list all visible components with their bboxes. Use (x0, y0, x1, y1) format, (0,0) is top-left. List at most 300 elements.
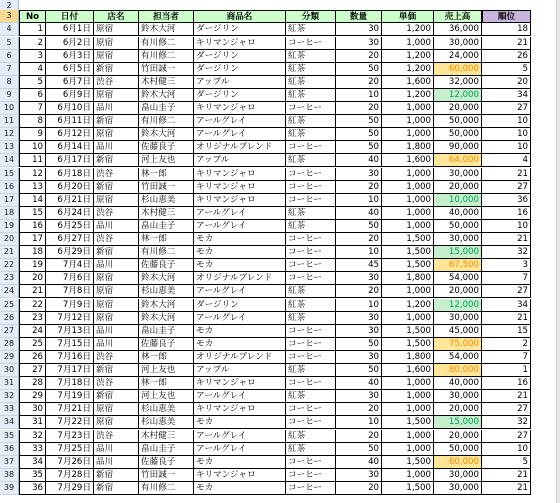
cell-category[interactable]: 紅茶 (286, 50, 336, 63)
cell-no[interactable]: 11 (19, 154, 46, 167)
cell-sales[interactable]: 15,000 (434, 246, 482, 259)
cell-no[interactable]: 5 (19, 76, 46, 89)
header-category[interactable]: 分類 (286, 10, 336, 23)
cell-product[interactable]: ダージリン (194, 23, 286, 36)
cell-rank[interactable]: 10 (482, 141, 531, 154)
cell-price[interactable]: 1,500 (382, 325, 434, 338)
cell-no[interactable]: 23 (19, 312, 46, 325)
cell-rank[interactable]: 21 (482, 312, 531, 325)
cell-product[interactable]: アールグレイ (194, 285, 286, 298)
cell-qty[interactable]: 10 (336, 89, 382, 102)
cell-price[interactable]: 1,500 (382, 456, 434, 469)
row-number[interactable]: 39 (0, 482, 19, 495)
cell-shop[interactable]: 原宿 (94, 23, 139, 36)
cell-product[interactable]: アールグレイ (194, 390, 286, 403)
cell-rank[interactable]: 10 (482, 220, 531, 233)
cell-category[interactable]: コーヒー (286, 325, 336, 338)
cell-price[interactable]: 1,000 (382, 181, 434, 194)
cell-shop[interactable]: 新宿 (94, 246, 139, 259)
row-number[interactable]: 20 (0, 233, 19, 246)
cell-sales[interactable]: 15,000 (434, 416, 482, 429)
cell-category[interactable]: 紅茶 (286, 128, 336, 141)
cell-shop[interactable]: 原宿 (94, 272, 139, 285)
row-number[interactable]: 23 (0, 272, 19, 285)
cell-no[interactable]: 17 (19, 233, 46, 246)
cell-category[interactable]: コーヒー (286, 469, 336, 482)
cell-sales[interactable]: 80,000 (434, 364, 482, 377)
cell-shop[interactable]: 原宿 (94, 89, 139, 102)
cell-qty[interactable]: 20 (336, 76, 382, 89)
cell-price[interactable]: 1,000 (382, 390, 434, 403)
cell-product[interactable]: キリマンジャロ (194, 102, 286, 115)
cell-qty[interactable]: 30 (336, 168, 382, 181)
header-sales[interactable]: 売上高 (434, 10, 482, 23)
cell-staff[interactable]: 鈴木大河 (139, 128, 194, 141)
cell-no[interactable]: 15 (19, 207, 46, 220)
cell-staff[interactable]: 佐藤良子 (139, 456, 194, 469)
cell-no[interactable]: 6 (19, 89, 46, 102)
cell-sales[interactable]: 30,000 (434, 312, 482, 325)
cell-product[interactable]: モカ (194, 416, 286, 429)
cell-sales[interactable]: 20,000 (434, 430, 482, 443)
row-number[interactable]: 29 (0, 351, 19, 364)
cell-category[interactable]: コーヒー (286, 259, 336, 272)
cell-product[interactable]: モカ (194, 246, 286, 259)
cell-price[interactable]: 1,000 (382, 403, 434, 416)
cell-date[interactable]: 7月26日 (46, 456, 94, 469)
cell-shop[interactable]: 渋谷 (94, 377, 139, 390)
row-number[interactable]: 26 (0, 312, 19, 325)
cell-qty[interactable]: 10 (336, 194, 382, 207)
cell-staff[interactable]: 鈴木大河 (139, 312, 194, 325)
cell-staff[interactable]: 杉山恵美 (139, 403, 194, 416)
cell-product[interactable]: オリジナルブレンド (194, 351, 286, 364)
cell-staff[interactable]: 鈴木大河 (139, 23, 194, 36)
row-number[interactable]: 2 (0, 0, 19, 13)
row-number[interactable]: 34 (0, 416, 19, 429)
cell-qty[interactable]: 30 (336, 23, 382, 36)
cell-staff[interactable]: 杉山恵美 (139, 194, 194, 207)
cell-qty[interactable]: 50 (336, 220, 382, 233)
cell-no[interactable]: 27 (19, 364, 46, 377)
cell-rank[interactable]: 27 (482, 403, 531, 416)
row-number[interactable]: 11 (0, 115, 19, 128)
cell-price[interactable]: 1,000 (382, 194, 434, 207)
cell-date[interactable]: 7月9日 (46, 299, 94, 312)
cell-qty[interactable]: 10 (336, 246, 382, 259)
cell-price[interactable]: 1,800 (382, 272, 434, 285)
cell-category[interactable]: 紅茶 (286, 89, 336, 102)
cell-staff[interactable]: 木村健三 (139, 207, 194, 220)
cell-category[interactable]: 紅茶 (286, 63, 336, 76)
row-number[interactable]: 18 (0, 207, 19, 220)
cell-shop[interactable]: 新宿 (94, 364, 139, 377)
cell-date[interactable]: 7月15日 (46, 338, 94, 351)
cell-no[interactable]: 8 (19, 115, 46, 128)
cell-no[interactable]: 4 (19, 63, 46, 76)
cell-qty[interactable]: 30 (336, 325, 382, 338)
cell-shop[interactable]: 原宿 (94, 37, 139, 50)
cell-date[interactable]: 6月20日 (46, 181, 94, 194)
cell-qty[interactable]: 30 (336, 351, 382, 364)
cell-date[interactable]: 6月7日 (46, 76, 94, 89)
cell-price[interactable]: 1,500 (382, 338, 434, 351)
cell-category[interactable]: コーヒー (286, 351, 336, 364)
cell-date[interactable]: 6月11日 (46, 115, 94, 128)
cell-shop[interactable]: 原宿 (94, 50, 139, 63)
cell-qty[interactable]: 30 (336, 37, 382, 50)
header-staff[interactable]: 担当者 (139, 10, 194, 23)
cell-rank[interactable]: 26 (482, 50, 531, 63)
cell-sales[interactable]: 36,000 (434, 23, 482, 36)
cell-product[interactable]: キリマンジャロ (194, 469, 286, 482)
cell-staff[interactable]: 杉山恵美 (139, 285, 194, 298)
cell-shop[interactable]: 渋谷 (94, 207, 139, 220)
cell-price[interactable]: 1,000 (382, 377, 434, 390)
cell-rank[interactable]: 10 (482, 128, 531, 141)
cell-no[interactable]: 21 (19, 285, 46, 298)
row-number[interactable]: 17 (0, 194, 19, 207)
cell-rank[interactable]: 18 (482, 23, 531, 36)
cell-staff[interactable]: 畠山圭子 (139, 443, 194, 456)
cell-rank[interactable]: 16 (482, 207, 531, 220)
cell-staff[interactable]: 林一郎 (139, 377, 194, 390)
cell-qty[interactable]: 50 (336, 364, 382, 377)
cell-price[interactable]: 1,200 (382, 50, 434, 63)
cell-no[interactable]: 14 (19, 194, 46, 207)
cell-no[interactable]: 22 (19, 299, 46, 312)
cell-rank[interactable]: 34 (482, 89, 531, 102)
cell-date[interactable]: 7月19日 (46, 390, 94, 403)
row-number[interactable]: 7 (0, 63, 19, 76)
cell-shop[interactable]: 品川 (94, 102, 139, 115)
cell-category[interactable]: 紅茶 (286, 443, 336, 456)
cell-sales[interactable]: 67,500 (434, 259, 482, 272)
cell-sales[interactable]: 20,000 (434, 102, 482, 115)
cell-no[interactable]: 29 (19, 390, 46, 403)
cell-product[interactable]: モカ (194, 482, 286, 495)
cell-staff[interactable]: 佐藤良子 (139, 259, 194, 272)
cell-shop[interactable]: 渋谷 (94, 430, 139, 443)
cell-date[interactable]: 7月21日 (46, 403, 94, 416)
cell-rank[interactable]: 21 (482, 168, 531, 181)
cell-product[interactable]: アールグレイ (194, 115, 286, 128)
cell-rank[interactable]: 27 (482, 181, 531, 194)
cell-category[interactable]: 紅茶 (286, 364, 336, 377)
cell-price[interactable]: 1,000 (382, 430, 434, 443)
cell-category[interactable]: 紅茶 (286, 154, 336, 167)
cell-rank[interactable]: 10 (482, 443, 531, 456)
cell-price[interactable]: 1,200 (382, 23, 434, 36)
cell-product[interactable]: オリジナルブレンド (194, 272, 286, 285)
cell-staff[interactable]: 竹田誠一 (139, 469, 194, 482)
cell-staff[interactable]: 林一郎 (139, 168, 194, 181)
cell-sales[interactable]: 50,000 (434, 220, 482, 233)
cell-sales[interactable]: 12,000 (434, 89, 482, 102)
cell-no[interactable]: 9 (19, 128, 46, 141)
cell-qty[interactable]: 30 (336, 272, 382, 285)
cell-price[interactable]: 1,800 (382, 351, 434, 364)
cell-no[interactable]: 20 (19, 272, 46, 285)
cell-staff[interactable]: 林一郎 (139, 233, 194, 246)
cell-sales[interactable]: 50,000 (434, 443, 482, 456)
cell-no[interactable]: 30 (19, 403, 46, 416)
cell-qty[interactable]: 50 (336, 141, 382, 154)
cell-staff[interactable]: 河上友也 (139, 364, 194, 377)
cell-price[interactable]: 1,200 (382, 299, 434, 312)
cell-sales[interactable]: 20,000 (434, 403, 482, 416)
cell-shop[interactable]: 品川 (94, 443, 139, 456)
cell-shop[interactable]: 品川 (94, 456, 139, 469)
cell-date[interactable]: 7月16日 (46, 351, 94, 364)
row-number[interactable]: 21 (0, 246, 19, 259)
cell-sales[interactable]: 20,000 (434, 285, 482, 298)
cell-sales[interactable]: 54,000 (434, 272, 482, 285)
cell-shop[interactable]: 原宿 (94, 416, 139, 429)
row-number[interactable]: 24 (0, 285, 19, 298)
cell-category[interactable]: コーヒー (286, 141, 336, 154)
header-product[interactable]: 商品名 (194, 10, 286, 23)
cell-rank[interactable]: 21 (482, 469, 531, 482)
cell-rank[interactable]: 5 (482, 63, 531, 76)
cell-shop[interactable]: 渋谷 (94, 233, 139, 246)
cell-product[interactable]: アールグレイ (194, 312, 286, 325)
cell-qty[interactable]: 30 (336, 469, 382, 482)
cell-staff[interactable]: 竹田誠一 (139, 63, 194, 76)
cell-category[interactable]: コーヒー (286, 181, 336, 194)
row-number[interactable]: 30 (0, 364, 19, 377)
header-price[interactable]: 単価 (382, 10, 434, 23)
cell-sales[interactable]: 30,000 (434, 482, 482, 495)
cell-date[interactable]: 6月24日 (46, 207, 94, 220)
row-number[interactable]: 13 (0, 141, 19, 154)
cell-category[interactable]: コーヒー (286, 482, 336, 495)
cell-product[interactable]: アールグレイ (194, 207, 286, 220)
cell-category[interactable]: 紅茶 (286, 220, 336, 233)
cell-staff[interactable]: 杉山恵美 (139, 416, 194, 429)
cell-date[interactable]: 6月17日 (46, 154, 94, 167)
row-number[interactable]: 10 (0, 102, 19, 115)
cell-qty[interactable]: 10 (336, 416, 382, 429)
cell-price[interactable]: 1,500 (382, 416, 434, 429)
cell-staff[interactable]: 河上友也 (139, 390, 194, 403)
cell-category[interactable]: コーヒー (286, 102, 336, 115)
cell-date[interactable]: 7月17日 (46, 364, 94, 377)
cell-qty[interactable]: 40 (336, 207, 382, 220)
cell-rank[interactable]: 32 (482, 246, 531, 259)
cell-sales[interactable]: 45,000 (434, 325, 482, 338)
cell-no[interactable]: 35 (19, 469, 46, 482)
cell-price[interactable]: 1,500 (382, 246, 434, 259)
cell-product[interactable]: モカ (194, 233, 286, 246)
cell-product[interactable]: ダージリン (194, 50, 286, 63)
cell-staff[interactable]: 畠山圭子 (139, 102, 194, 115)
cell-shop[interactable]: 新宿 (94, 181, 139, 194)
cell-no[interactable]: 28 (19, 377, 46, 390)
cell-staff[interactable]: 竹田誠一 (139, 181, 194, 194)
cell-date[interactable]: 6月3日 (46, 50, 94, 63)
cell-no[interactable]: 19 (19, 259, 46, 272)
cell-shop[interactable]: 原宿 (94, 285, 139, 298)
cell-product[interactable]: アールグレイ (194, 128, 286, 141)
cell-category[interactable]: コーヒー (286, 416, 336, 429)
cell-price[interactable]: 1,200 (382, 63, 434, 76)
cell-shop[interactable]: 品川 (94, 141, 139, 154)
cell-date[interactable]: 6月14日 (46, 141, 94, 154)
cell-date[interactable]: 7月12日 (46, 312, 94, 325)
cell-shop[interactable]: 渋谷 (94, 351, 139, 364)
cell-price[interactable]: 1,500 (382, 482, 434, 495)
cell-qty[interactable]: 50 (336, 443, 382, 456)
cell-product[interactable]: アールグレイ (194, 220, 286, 233)
cell-category[interactable]: コーヒー (286, 37, 336, 50)
cell-category[interactable]: コーヒー (286, 246, 336, 259)
cell-rank[interactable]: 27 (482, 430, 531, 443)
cell-staff[interactable]: 有川修二 (139, 246, 194, 259)
cell-no[interactable]: 25 (19, 338, 46, 351)
cell-qty[interactable]: 20 (336, 403, 382, 416)
cell-product[interactable]: キリマンジャロ (194, 37, 286, 50)
cell-product[interactable]: キリマンジャロ (194, 194, 286, 207)
cell-rank[interactable]: 15 (482, 325, 531, 338)
cell-qty[interactable]: 20 (336, 102, 382, 115)
cell-category[interactable]: 紅茶 (286, 312, 336, 325)
cell-staff[interactable]: 鈴木大河 (139, 89, 194, 102)
cell-rank[interactable]: 4 (482, 154, 531, 167)
cell-qty[interactable]: 50 (336, 338, 382, 351)
cell-no[interactable]: 16 (19, 220, 46, 233)
cell-date[interactable]: 6月10日 (46, 102, 94, 115)
cell-no[interactable]: 33 (19, 443, 46, 456)
cell-category[interactable]: コーヒー (286, 194, 336, 207)
cell-sales[interactable]: 50,000 (434, 115, 482, 128)
cell-rank[interactable]: 16 (482, 377, 531, 390)
cell-no[interactable]: 7 (19, 102, 46, 115)
cell-category[interactable]: 紅茶 (286, 76, 336, 89)
cell-rank[interactable]: 21 (482, 482, 531, 495)
cell-no[interactable]: 32 (19, 430, 46, 443)
header-qty[interactable]: 数量 (336, 10, 382, 23)
cell-sales[interactable]: 75,000 (434, 338, 482, 351)
cell-staff[interactable]: 佐藤良子 (139, 338, 194, 351)
cell-date[interactable]: 6月18日 (46, 168, 94, 181)
cell-category[interactable]: 紅茶 (286, 115, 336, 128)
cell-qty[interactable]: 50 (336, 63, 382, 76)
cell-sales[interactable]: 50,000 (434, 128, 482, 141)
cell-price[interactable]: 1,000 (382, 220, 434, 233)
cell-sales[interactable]: 20,000 (434, 181, 482, 194)
cell-sales[interactable]: 30,000 (434, 168, 482, 181)
cell-product[interactable]: アールグレイ (194, 430, 286, 443)
cell-shop[interactable]: 品川 (94, 220, 139, 233)
cell-date[interactable]: 7月23日 (46, 430, 94, 443)
cell-shop[interactable]: 品川 (94, 325, 139, 338)
cell-rank[interactable]: 34 (482, 299, 531, 312)
cell-category[interactable]: コーヒー (286, 403, 336, 416)
cell-sales[interactable]: 90,000 (434, 141, 482, 154)
cell-sales[interactable]: 30,000 (434, 37, 482, 50)
cell-sales[interactable]: 40,000 (434, 377, 482, 390)
cell-sales[interactable]: 30,000 (434, 390, 482, 403)
row-number[interactable]: 32 (0, 390, 19, 403)
cell-no[interactable]: 1 (19, 23, 46, 36)
cell-qty[interactable]: 20 (336, 181, 382, 194)
row-number[interactable]: 38 (0, 469, 19, 482)
cell-rank[interactable]: 10 (482, 115, 531, 128)
cell-product[interactable]: アップル (194, 364, 286, 377)
cell-shop[interactable]: 新宿 (94, 390, 139, 403)
cell-rank[interactable]: 21 (482, 37, 531, 50)
cell-date[interactable]: 6月29日 (46, 246, 94, 259)
cell-sales[interactable]: 30,000 (434, 469, 482, 482)
cell-no[interactable]: 31 (19, 416, 46, 429)
cell-product[interactable]: アップル (194, 76, 286, 89)
cell-shop[interactable]: 原宿 (94, 194, 139, 207)
cell-shop[interactable]: 新宿 (94, 469, 139, 482)
cell-product[interactable]: モカ (194, 456, 286, 469)
cell-rank[interactable]: 21 (482, 390, 531, 403)
cell-date[interactable]: 7月28日 (46, 469, 94, 482)
cell-shop[interactable]: 新宿 (94, 154, 139, 167)
cell-date[interactable]: 7月13日 (46, 325, 94, 338)
row-number[interactable]: 35 (0, 430, 19, 443)
cell-price[interactable]: 1,000 (382, 207, 434, 220)
cell-category[interactable]: コーヒー (286, 377, 336, 390)
cell-date[interactable]: 7月29日 (46, 482, 94, 495)
cell-qty[interactable]: 20 (336, 482, 382, 495)
cell-rank[interactable]: 36 (482, 194, 531, 207)
row-number[interactable]: 9 (0, 89, 19, 102)
cell-no[interactable]: 13 (19, 181, 46, 194)
row-number[interactable]: 4 (0, 23, 19, 36)
cell-no[interactable]: 34 (19, 456, 46, 469)
row-number[interactable]: 12 (0, 128, 19, 141)
cell-staff[interactable]: 有川修二 (139, 482, 194, 495)
cell-date[interactable]: 7月8日 (46, 285, 94, 298)
cell-shop[interactable]: 原宿 (94, 312, 139, 325)
cell-category[interactable]: 紅茶 (286, 207, 336, 220)
cell-price[interactable]: 1,000 (382, 443, 434, 456)
row-number[interactable]: 14 (0, 154, 19, 167)
cell-no[interactable]: 3 (19, 50, 46, 63)
cell-price[interactable]: 1,000 (382, 168, 434, 181)
row-number[interactable]: 6 (0, 50, 19, 63)
cell-date[interactable]: 6月2日 (46, 37, 94, 50)
row-number[interactable]: 3 (0, 10, 19, 23)
row-number[interactable]: 8 (0, 76, 19, 89)
cell-staff[interactable]: 畠山圭子 (139, 325, 194, 338)
row-number[interactable]: 27 (0, 325, 19, 338)
cell-qty[interactable]: 30 (336, 390, 382, 403)
cell-category[interactable]: 紅茶 (286, 430, 336, 443)
cell-staff[interactable]: 鈴木大河 (139, 272, 194, 285)
row-number[interactable]: 33 (0, 403, 19, 416)
cell-staff[interactable]: 有川修二 (139, 115, 194, 128)
cell-date[interactable]: 7月4日 (46, 259, 94, 272)
cell-qty[interactable]: 40 (336, 456, 382, 469)
header-rank[interactable]: 順位 (482, 10, 531, 23)
cell-staff[interactable]: 林一郎 (139, 351, 194, 364)
cell-sales[interactable]: 32,000 (434, 76, 482, 89)
cell-product[interactable]: ダージリン (194, 89, 286, 102)
cell-price[interactable]: 1,000 (382, 37, 434, 50)
cell-price[interactable]: 1,800 (382, 141, 434, 154)
cell-rank[interactable]: 2 (482, 338, 531, 351)
cell-category[interactable]: 紅茶 (286, 23, 336, 36)
cell-product[interactable]: オリジナルブレンド (194, 141, 286, 154)
vertical-scrollbar[interactable] (556, 0, 560, 503)
cell-qty[interactable]: 30 (336, 312, 382, 325)
